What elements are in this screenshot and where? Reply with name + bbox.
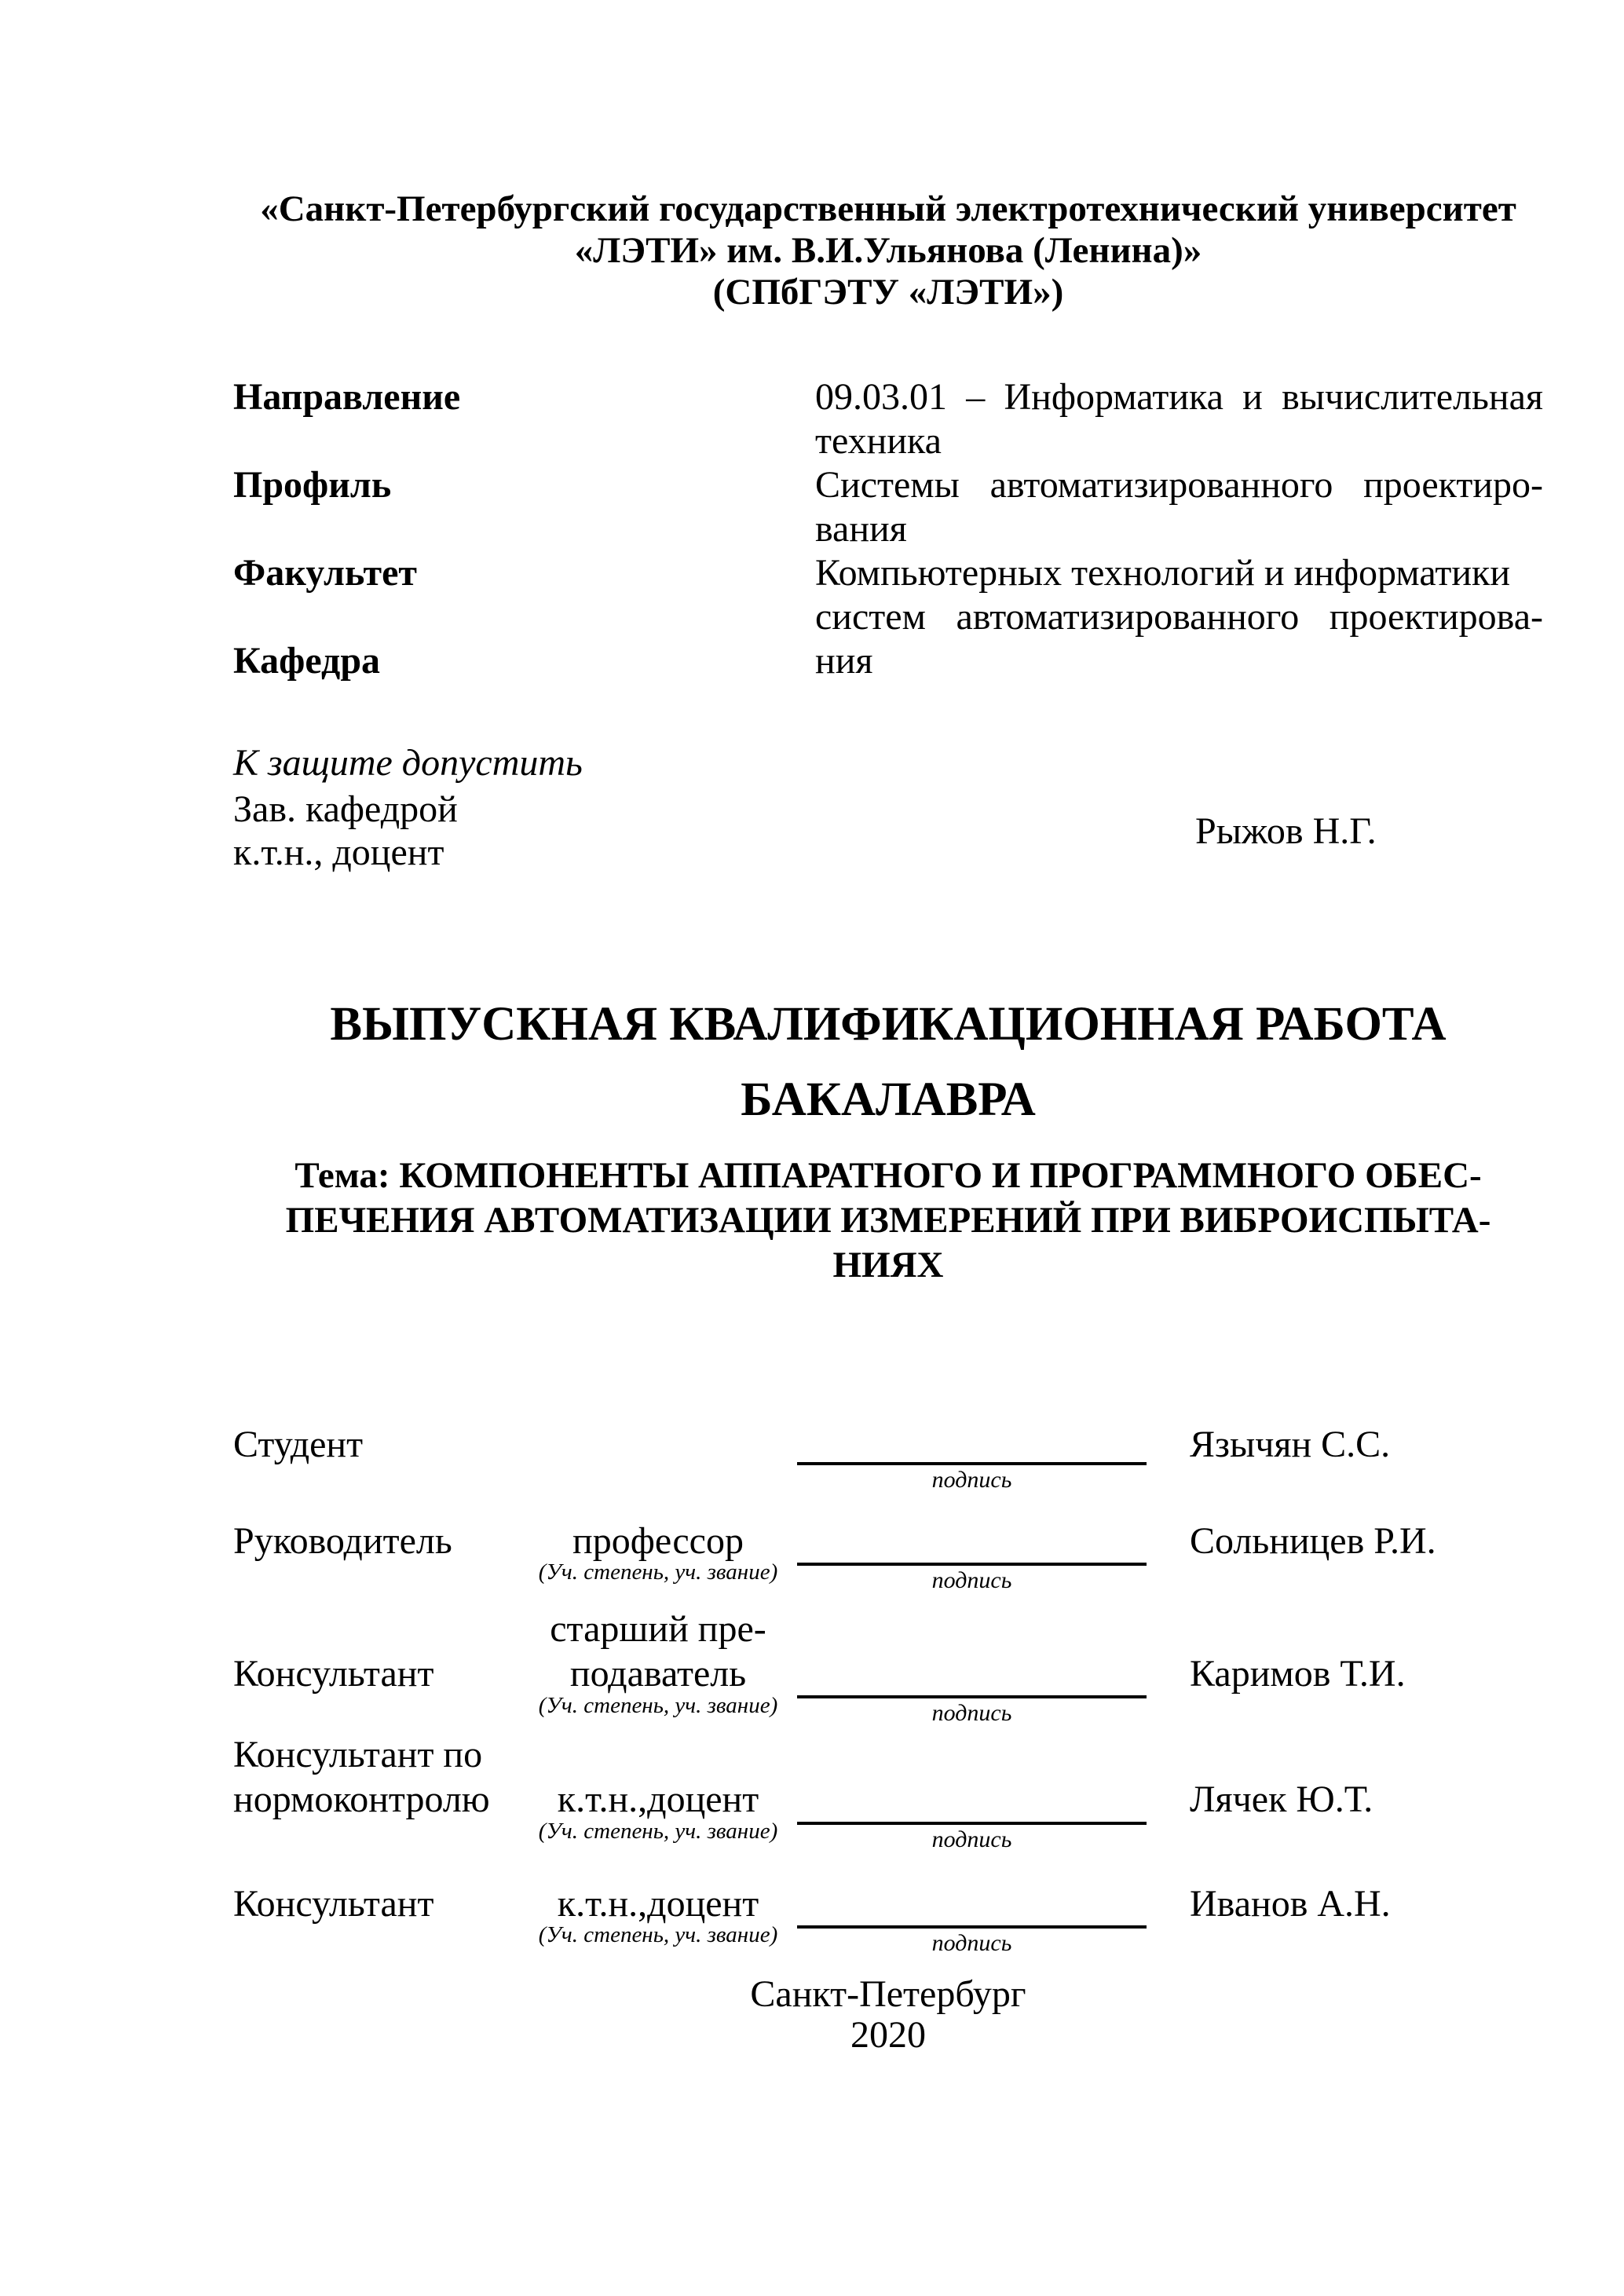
consultant-normcontrol-name: Лячек Ю.Т. [1190, 1779, 1373, 1820]
direction-value-line2: техника [815, 420, 942, 462]
signature-caption-student: подпись [931, 1467, 1012, 1493]
consultant-normcontrol-degree: к.т.н.,доцент [557, 1779, 759, 1820]
signature-line-consultant-1 [797, 1695, 1147, 1698]
degree-caption-consultant-2: (Уч. степень, уч. звание) [538, 1922, 778, 1947]
role-consultant-normcontrol-line1: Консультант по [233, 1734, 483, 1775]
degree-caption-consultant-normcontrol: (Уч. степень, уч. звание) [538, 1819, 778, 1844]
role-supervisor: Руководитель [233, 1520, 452, 1562]
consultant-1-degree-line2: подаватель [569, 1653, 747, 1695]
admission-position: Зав. кафедрой [233, 788, 458, 830]
student-name: Язычян С.С. [1190, 1424, 1391, 1465]
signature-caption-consultant-normcontrol: подпись [931, 1826, 1012, 1852]
theme-line1: Тема: КОМПОНЕНТЫ АППАРАТНОГО И ПРОГРАММНОГО ОБЕС- [294, 1155, 1482, 1196]
footer-city: Санкт-Петербург [750, 1973, 1026, 2015]
admission-degree: к.т.н., доцент [233, 832, 444, 873]
theme-block [233, 1153, 1543, 1288]
consultant-2-name: Иванов А.Н. [1190, 1883, 1391, 1925]
supervisor-degree: профессор [572, 1520, 744, 1562]
university-header [233, 188, 1543, 313]
label-department: Кафедра [233, 640, 381, 682]
role-consultant-normcontrol [233, 1732, 516, 1822]
consultant-1-degree-line1: старший пре- [550, 1608, 766, 1650]
profile-value-line1: Системы автоматизированного проектиро- [815, 464, 1543, 506]
footer-year: 2020 [850, 2014, 926, 2056]
university-abbreviation: (СПбГЭТУ «ЛЭТИ») [712, 272, 1064, 313]
degree-caption-consultant-1: (Уч. степень, уч. звание) [538, 1693, 778, 1718]
signature-line-student [797, 1462, 1147, 1465]
work-title-line2: БАКАЛАВРА [741, 1073, 1036, 1126]
role-consultant-1: Консультант [233, 1653, 434, 1695]
faculty-value: Компьютерных технологий и информатики [815, 552, 1511, 594]
profile-value-line2: вания [815, 508, 907, 550]
degree-caption-supervisor: (Уч. степень, уч. звание) [538, 1559, 778, 1585]
department-value-line2: ния [815, 640, 873, 682]
consultant-1-degree [483, 1607, 833, 1696]
university-name-line1: «Санкт-Петербургский государственный электротехнический университет [260, 188, 1516, 229]
supervisor-name: Сольницев Р.И. [1190, 1520, 1436, 1562]
work-title-line1: ВЫПУСКНАЯ КВАЛИФИКАЦИОННАЯ РАБОТА [330, 998, 1447, 1051]
university-name-line2: «ЛЭТИ» им. В.И.Ульянова (Ленина)» [574, 230, 1202, 271]
signature-caption-consultant-1: подпись [931, 1700, 1012, 1726]
footer [233, 1974, 1543, 2056]
consultant-1-name: Каримов Т.И. [1190, 1653, 1406, 1695]
department-head-name: Рыжов Н.Г. [1195, 810, 1377, 852]
signature-line-consultant-2 [797, 1925, 1147, 1929]
theme-line2: ПЕЧЕНИЯ АВТОМАТИЗАЦИИ ИЗМЕРЕНИЙ ПРИ ВИБРОИСПЫТА- [285, 1200, 1491, 1241]
consultant-2-degree: к.т.н.,доцент [557, 1883, 759, 1925]
department-value-line1: систем автоматизированного проектирова- [815, 596, 1543, 638]
signature-caption-supervisor: подпись [931, 1567, 1012, 1593]
direction-value-line1: 09.03.01 – Информатика и вычислительная [815, 376, 1543, 418]
role-consultant-2: Консультант [233, 1883, 434, 1925]
theme-line3: НИЯХ [832, 1245, 944, 1285]
role-student: Студент [233, 1424, 364, 1465]
signature-line-supervisor [797, 1563, 1147, 1566]
label-direction: Направление [233, 376, 461, 418]
admission-phrase: К защите допустить [233, 742, 583, 784]
signature-line-consultant-normcontrol [797, 1822, 1147, 1825]
signature-caption-consultant-2: подпись [931, 1930, 1012, 1956]
label-faculty: Факультет [233, 552, 417, 594]
label-profile: Профиль [233, 464, 392, 506]
role-consultant-normcontrol-line2: нормоконтролю [233, 1779, 490, 1820]
